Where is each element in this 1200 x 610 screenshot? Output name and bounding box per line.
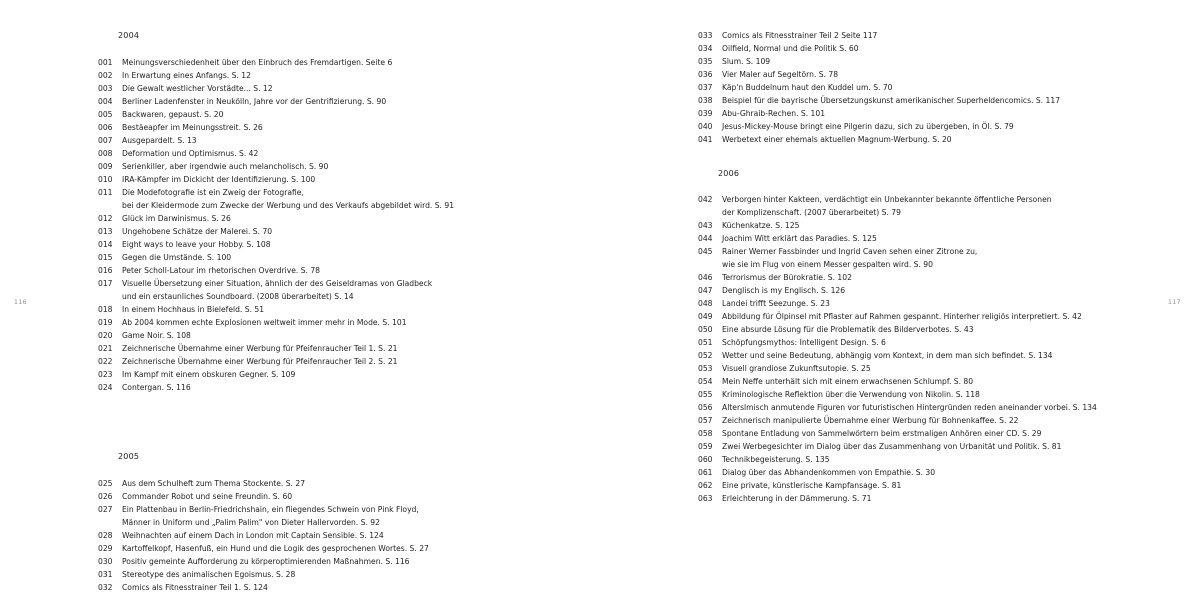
entry-number: 034 bbox=[698, 44, 713, 53]
entry-title: Backwaren, gepaust. S. 20 bbox=[122, 110, 224, 119]
entry-number: 053 bbox=[698, 364, 713, 373]
entry-number: 002 bbox=[98, 71, 113, 80]
entry-number: 011 bbox=[98, 188, 113, 197]
entry-number: 001 bbox=[98, 58, 113, 67]
entry-number: 059 bbox=[698, 442, 713, 451]
entry-title: wie sie im Flug von einem Messer gespalten wird. S. 90 bbox=[722, 260, 933, 269]
page-number: 117 bbox=[1168, 299, 1181, 306]
entry-number: 022 bbox=[98, 357, 113, 366]
entry-title: Denglisch is my Englisch. S. 126 bbox=[722, 286, 846, 295]
entry-title: In Erwartung eines Anfangs. S. 12 bbox=[122, 71, 251, 80]
entry-title: Glück im Darwinismus. S. 26 bbox=[122, 214, 231, 223]
entry-title: Positiv gemeinte Aufforderung zu körperoptimierenden Maßnahmen. S. 116 bbox=[122, 557, 410, 566]
entry-title: Eine absurde Lösung für die Problematik des Bilderverbotes. S. 43 bbox=[722, 325, 974, 334]
entry-title: Zeichnerische Übernahme einer Werbung für Pfeifenraucher Teil 1. S. 21 bbox=[122, 344, 398, 353]
entry-title: Slum. S. 109 bbox=[722, 57, 771, 66]
entry-number: 012 bbox=[98, 214, 113, 223]
entry-title: und ein erstaunliches Soundboard. (2008 überarbeitet) S. 14 bbox=[122, 292, 354, 301]
entry-number: 021 bbox=[98, 344, 113, 353]
entry-number: 015 bbox=[98, 253, 113, 262]
entry-title: Ungehobene Schätze der Malerei. S. 70 bbox=[122, 227, 273, 236]
entry-title: Verborgen hinter Kakteen, verdächtigt ein Unbekannter bekannte öffentliche Personen bbox=[722, 195, 1052, 204]
entry-title: Zeichnerisch manipulierte Übernahme einer Werbung für Bohnenkaffee. S. 22 bbox=[722, 416, 1019, 425]
year-heading: 2005 bbox=[118, 452, 140, 461]
entry-number: 058 bbox=[698, 429, 713, 438]
entry-title: Werbetext einer ehemals aktuellen Magnum-Werbung. S. 20 bbox=[722, 135, 952, 144]
entry-title: Ausgepardelt. S. 13 bbox=[122, 136, 197, 145]
entry-title: Eine private, künstlerische Kampfansage. S. 81 bbox=[722, 481, 902, 490]
year-heading: 2004 bbox=[118, 31, 140, 40]
entry-title: Deformation und Optimismus. S. 42 bbox=[122, 149, 259, 158]
entry-number: 060 bbox=[698, 455, 713, 464]
entry-title: Aus dem Schulheft zum Thema Stockente. S. 27 bbox=[122, 479, 306, 488]
entry-title: Serienkiller, aber irgendwie auch melancholisch. S. 90 bbox=[122, 162, 329, 171]
right-page bbox=[600, 0, 1200, 610]
entry-number: 003 bbox=[98, 84, 113, 93]
entry-title: Jesus-Mickey-Mouse bringt eine Pilgerin dazu, sich zu übergeben, in Öl. S. 79 bbox=[722, 122, 1014, 131]
page-number: 116 bbox=[14, 299, 27, 306]
entry-title: Game Noir. S. 108 bbox=[122, 331, 191, 340]
entry-title: Zeichnerische Übernahme einer Werbung für Pfeifenraucher Teil 2. S. 21 bbox=[122, 357, 398, 366]
entry-number: 040 bbox=[698, 122, 713, 131]
entry-number: 018 bbox=[98, 305, 113, 314]
entry-number: 042 bbox=[698, 195, 713, 204]
entry-title: Meinungsverschiedenheit über den Einbruch des Fremdartigen. Seite 6 bbox=[122, 58, 393, 67]
entry-number: 005 bbox=[98, 110, 113, 119]
entry-title: Gegen die Umstände. S. 100 bbox=[122, 253, 232, 262]
entry-title: Im Kampf mit einem obskuren Gegner. S. 109 bbox=[122, 370, 296, 379]
entry-title: Die Gewalt westlicher Vorstädte... S. 12 bbox=[122, 84, 273, 93]
entry-title: Alterslmisch anmutende Figuren vor futuristischen Hintergründen reden aneinander vorbei. S. 134 bbox=[722, 403, 1097, 412]
entry-number: 039 bbox=[698, 109, 713, 118]
entry-number: 020 bbox=[98, 331, 113, 340]
entry-number: 024 bbox=[98, 383, 113, 392]
entry-title: Terrorismus der Bürokratie. S. 102 bbox=[722, 273, 852, 282]
entry-title: Beispiel für die bayrische Übersetzungskunst amerikanischer Superheldencomics. S. 117 bbox=[722, 96, 1061, 105]
entry-title: Comics als Fitnesstrainer Teil 1. S. 124 bbox=[122, 583, 268, 592]
entry-number: 016 bbox=[98, 266, 113, 275]
entry-number: 051 bbox=[698, 338, 713, 347]
entry-number: 043 bbox=[698, 221, 713, 230]
entry-number: 056 bbox=[698, 403, 713, 412]
entry-number: 032 bbox=[98, 583, 113, 592]
year-heading: 2006 bbox=[718, 169, 740, 178]
entry-number: 055 bbox=[698, 390, 713, 399]
entry-number: 050 bbox=[698, 325, 713, 334]
entry-number: 049 bbox=[698, 312, 713, 321]
entry-title: Abbildung für Ölpinsel mit Pflaster auf Rahmen gespannt. Hinterher religiös interpretiert. S. 42 bbox=[722, 312, 1082, 321]
entry-title: Weihnachten auf einem Dach in London mit Captain Sensible. S. 124 bbox=[122, 531, 384, 540]
entry-number: 036 bbox=[698, 70, 713, 79]
entry-number: 023 bbox=[98, 370, 113, 379]
entry-number: 009 bbox=[98, 162, 113, 171]
entry-number: 041 bbox=[698, 135, 713, 144]
entry-title: Bestäeapfer im Meinungsstreit. S. 26 bbox=[122, 123, 263, 132]
entry-title: Mein Neffe unterhält sich mit einem erwachsenen Schlumpf. S. 80 bbox=[722, 377, 974, 386]
entry-number: 026 bbox=[98, 492, 113, 501]
entry-number: 047 bbox=[698, 286, 713, 295]
entry-title: Kriminologische Reflektion über die Verwendung von Nikolin. S. 118 bbox=[722, 390, 980, 399]
entry-title: Dialog über das Abhandenkommen von Empathie. S. 30 bbox=[722, 468, 936, 477]
entry-title: Vier Maler auf Segeltörn. S. 78 bbox=[722, 70, 839, 79]
entry-title: bei der Kleidermode zum Zwecke der Werbung und des Verkaufs abgebildet wird. S. 91 bbox=[122, 201, 455, 210]
entry-title: Zwei Werbegesichter im Dialog über das Zusammenhang von Urbanität und Politik. S. 81 bbox=[722, 442, 1062, 451]
entry-number: 028 bbox=[98, 531, 113, 540]
entry-title: Peter Scholl-Latour im rhetorischen Overdrive. S. 78 bbox=[122, 266, 321, 275]
entry-title: Visuell grandiose Zukunftsutopie. S. 25 bbox=[722, 364, 871, 373]
entry-title: Die Modefotografie ist ein Zweig der Fotografie, bbox=[122, 188, 304, 197]
entry-title: Berliner Ladenfenster in Neukölln, Jahre vor der Gentrifizierung. S. 90 bbox=[122, 97, 387, 106]
entry-number: 029 bbox=[98, 544, 113, 553]
entry-number: 025 bbox=[98, 479, 113, 488]
entry-title: Küchenkatze. S. 125 bbox=[722, 221, 800, 230]
entry-number: 014 bbox=[98, 240, 113, 249]
entry-title: Comics als Fitnesstrainer Teil 2 Seite 117 bbox=[722, 31, 878, 40]
entry-number: 046 bbox=[698, 273, 713, 282]
entry-title: Eight ways to leave your Hobby. S. 108 bbox=[122, 240, 271, 249]
entry-title: Technikbegeisterung. S. 135 bbox=[722, 455, 830, 464]
entry-title: Rainer Werner Fassbinder und Ingrid Caven sehen einer Zitrone zu, bbox=[722, 247, 978, 256]
entry-number: 013 bbox=[98, 227, 113, 236]
entry-number: 010 bbox=[98, 175, 113, 184]
entry-number: 052 bbox=[698, 351, 713, 360]
entry-number: 007 bbox=[98, 136, 113, 145]
entry-number: 044 bbox=[698, 234, 713, 243]
entry-number: 030 bbox=[98, 557, 113, 566]
entry-title: Spontane Entladung von Sammelwörtern beim erstmaligen Anhören einer CD. S. 29 bbox=[722, 429, 1042, 438]
entry-number: 035 bbox=[698, 57, 713, 66]
entry-title: Landei trifft Seezunge. S. 23 bbox=[722, 299, 830, 308]
entry-title: Joachim Witt erklärt das Paradies. S. 125 bbox=[722, 234, 877, 243]
entry-title: In einem Hochhaus in Bielefeld. S. 51 bbox=[122, 305, 265, 314]
entry-title: Contergan. S. 116 bbox=[122, 383, 191, 392]
entry-number: 006 bbox=[98, 123, 113, 132]
entry-number: 031 bbox=[98, 570, 113, 579]
entry-number: 008 bbox=[98, 149, 113, 158]
entry-title: Erleichterung in der Dämmerung. S. 71 bbox=[722, 494, 872, 503]
entry-title: Stereotype des animalischen Egoismus. S. 28 bbox=[122, 570, 296, 579]
entry-number: 045 bbox=[698, 247, 713, 256]
entry-title: Oilfield, Normal und die Politik S. 60 bbox=[722, 44, 859, 53]
entry-number: 062 bbox=[698, 481, 713, 490]
entry-title: IRA-Kämpfer im Dickicht der Identifizierung. S. 100 bbox=[122, 175, 316, 184]
entry-number: 048 bbox=[698, 299, 713, 308]
entry-title: Abu-Ghraib-Rechen. S. 101 bbox=[722, 109, 826, 118]
entry-title: Käp'n Buddelnum haut den Kuddel um. S. 70 bbox=[722, 83, 893, 92]
entry-number: 027 bbox=[98, 505, 113, 514]
entry-number: 063 bbox=[698, 494, 713, 503]
entry-number: 019 bbox=[98, 318, 113, 327]
entry-title: Wetter und seine Bedeutung, abhängig vom Kontext, in dem man sich befindet. S. 134 bbox=[722, 351, 1053, 360]
entry-title: Kartoffelkopf, Hasenfuß, ein Hund und die Logik des gesprochenen Wortes. S. 27 bbox=[122, 544, 429, 553]
entry-title: Ein Plattenbau in Berlin-Friedrichshain, ein fliegendes Schwein von Pink Floyd, bbox=[122, 505, 419, 514]
entry-number: 004 bbox=[98, 97, 113, 106]
entry-number: 057 bbox=[698, 416, 713, 425]
entry-number: 037 bbox=[698, 83, 713, 92]
entry-title: Schöpfungsmythos: Intelligent Design. S. 6 bbox=[722, 338, 886, 347]
entry-number: 038 bbox=[698, 96, 713, 105]
entry-title: Commander Robot und seine Freundin. S. 60 bbox=[122, 492, 293, 501]
entry-number: 054 bbox=[698, 377, 713, 386]
entry-number: 061 bbox=[698, 468, 713, 477]
entry-title: Männer in Uniform und „Palim Palim" von Dieter Hallervorden. S. 92 bbox=[122, 518, 380, 527]
entry-title: der Komplizenschaft. (2007 überarbeitet) S. 79 bbox=[722, 208, 901, 217]
entry-title: Visuelle Übersetzung einer Situation, ähnlich der des Geiseldramas von Gladbeck bbox=[122, 279, 433, 288]
entry-number: 017 bbox=[98, 279, 113, 288]
entry-number: 033 bbox=[698, 31, 713, 40]
entry-title: Ab 2004 kommen echte Explosionen weltweit immer mehr in Mode. S. 101 bbox=[122, 318, 407, 327]
